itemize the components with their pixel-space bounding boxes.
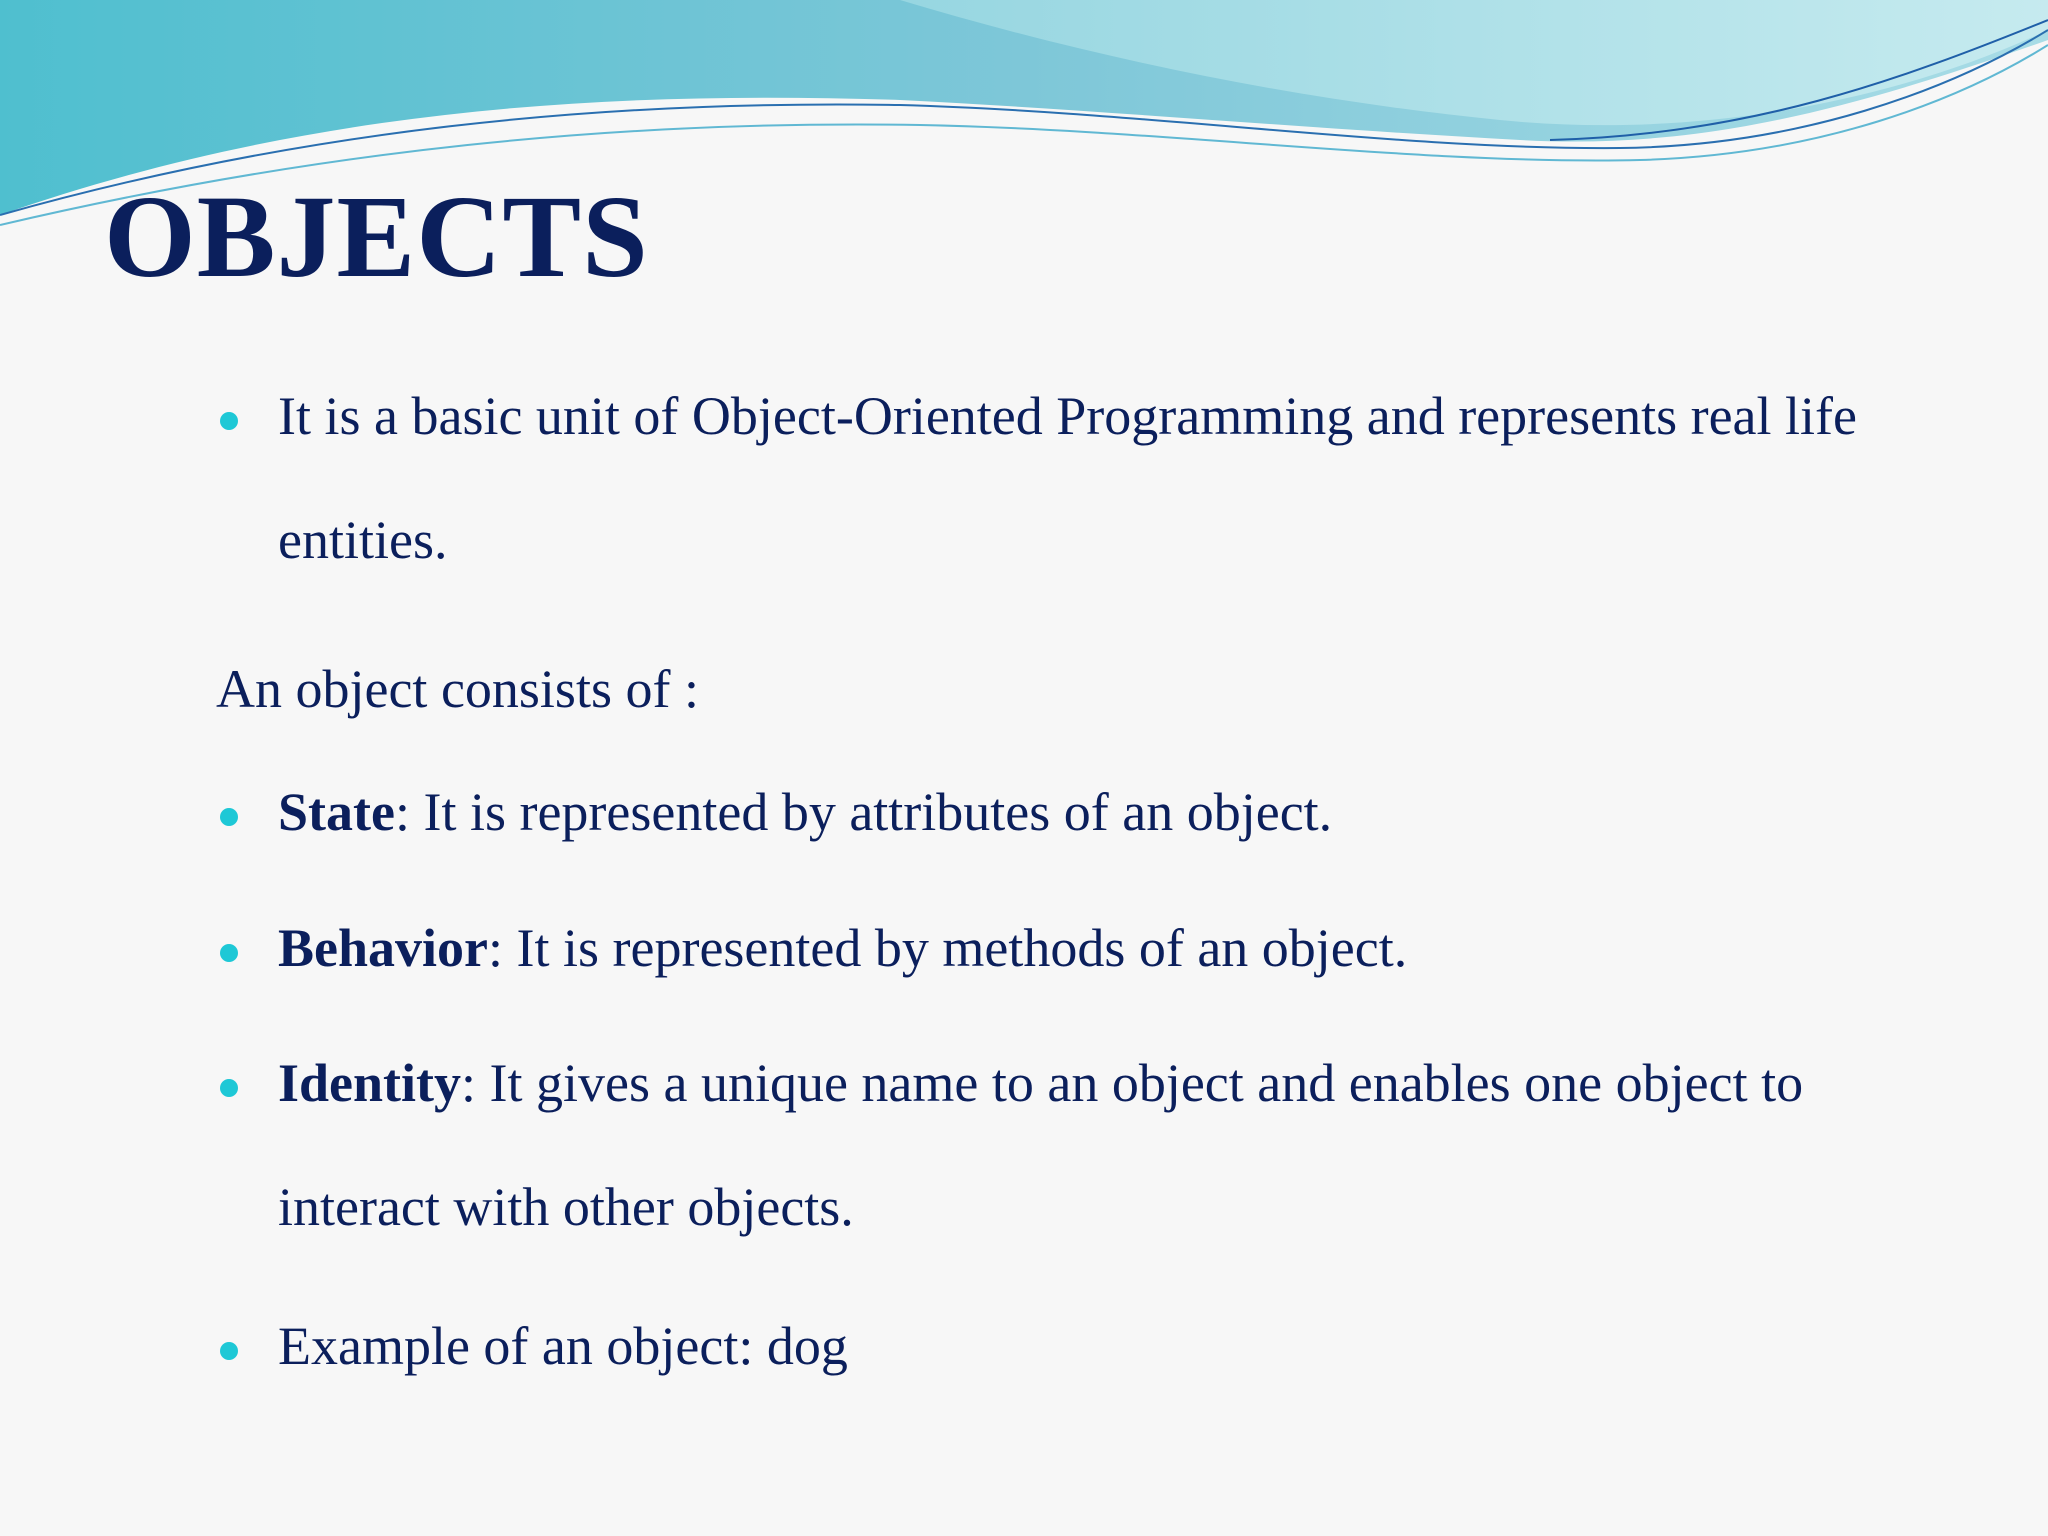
bullet-dot-icon (220, 1342, 238, 1360)
subheading (216, 658, 1896, 720)
behavior-text (278, 886, 1407, 1010)
slide-title: OBJECTS (104, 171, 649, 302)
state-description: : It is represented by attributes of an object. (394, 782, 1333, 842)
identity-bullet (216, 1055, 1896, 1269)
bullet-dot-icon (220, 944, 238, 962)
example-bullet (216, 1318, 1896, 1408)
subheading-text: An object consists of : (216, 659, 699, 719)
bullet-dot-icon (220, 1079, 238, 1097)
identity-term: Identity (278, 1053, 462, 1113)
behavior-bullet (216, 920, 1896, 1010)
intro-bullet (216, 388, 1896, 602)
behavior-description: : It is represented by methods of an object. (488, 918, 1408, 978)
behavior-term: Behavior (278, 918, 488, 978)
state-bullet (216, 784, 1896, 874)
state-term: State (278, 782, 395, 842)
identity-description: : It gives a unique name to an object and enables one object to interact with other objects. (278, 1053, 1804, 1237)
bullet-dot-icon (220, 412, 238, 430)
intro-text: It is a basic unit of Object-Oriented Programming and represents real life entities. (278, 386, 1857, 570)
bullet-dot-icon (220, 808, 238, 826)
state-text (278, 750, 1332, 874)
identity-text (278, 1021, 1838, 1269)
example-text: Example of an object: dog (278, 1316, 848, 1376)
